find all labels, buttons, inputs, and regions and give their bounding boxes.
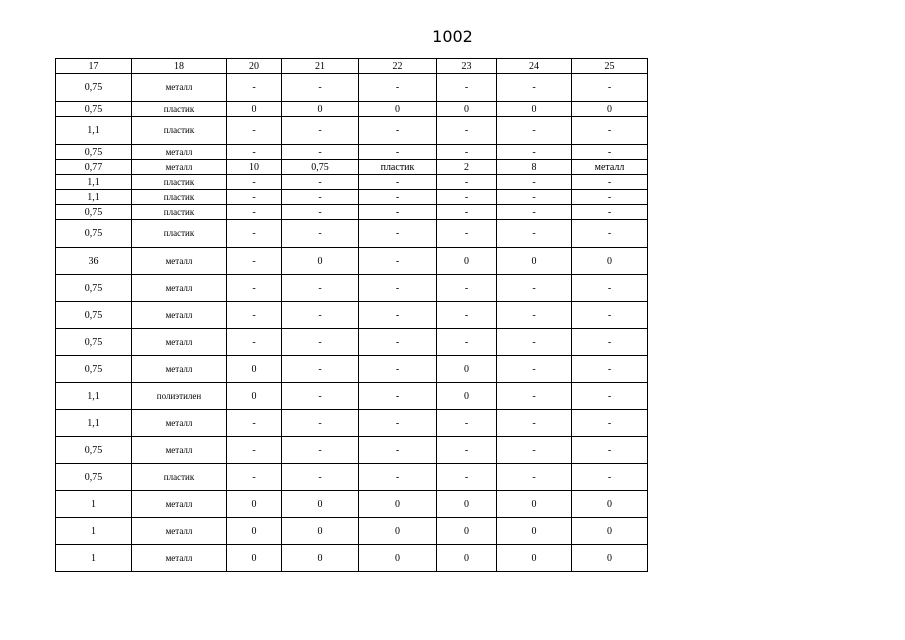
- table-cell: -: [497, 464, 572, 491]
- table-cell: 0: [359, 545, 437, 572]
- table-cell: -: [227, 410, 282, 437]
- table-cell: -: [227, 302, 282, 329]
- table-row: [56, 160, 648, 175]
- table-cell: -: [437, 275, 497, 302]
- table-cell: -: [437, 437, 497, 464]
- table-cell: -: [359, 383, 437, 410]
- table-cell: 0: [572, 545, 648, 572]
- table-cell: полиэтилен: [132, 383, 227, 410]
- table-cell: 0: [437, 383, 497, 410]
- table-cell: 0: [227, 102, 282, 117]
- table-cell: металл: [132, 329, 227, 356]
- table-cell: металл: [132, 74, 227, 102]
- table-cell: 0: [437, 102, 497, 117]
- header-cell: 22: [359, 59, 437, 74]
- table-cell: 0,77: [56, 160, 132, 175]
- page-number: 1002: [432, 27, 473, 46]
- table-cell: -: [437, 220, 497, 248]
- table-cell: 0,75: [56, 329, 132, 356]
- header-cell: 20: [227, 59, 282, 74]
- table-cell: -: [359, 175, 437, 190]
- table-cell: -: [359, 117, 437, 145]
- table-cell: пластик: [132, 220, 227, 248]
- table-cell: 0: [497, 518, 572, 545]
- table-cell: металл: [132, 545, 227, 572]
- table-row: [56, 491, 648, 518]
- table-cell: -: [227, 175, 282, 190]
- header-cell: 18: [132, 59, 227, 74]
- table-cell: -: [437, 205, 497, 220]
- table-cell: -: [572, 190, 648, 205]
- table-row: [56, 518, 648, 545]
- table-cell: 2: [437, 160, 497, 175]
- table-row: [56, 545, 648, 572]
- table-cell: -: [359, 220, 437, 248]
- table-cell: -: [572, 329, 648, 356]
- table-cell: 0: [437, 356, 497, 383]
- data-table: [55, 58, 648, 572]
- table-cell: 0: [227, 545, 282, 572]
- table-cell: 0: [572, 491, 648, 518]
- table-cell: 1: [56, 491, 132, 518]
- table-cell: 0: [572, 248, 648, 275]
- table-cell: 0: [359, 491, 437, 518]
- header-cell: 17: [56, 59, 132, 74]
- table-cell: -: [497, 175, 572, 190]
- table-cell: -: [572, 302, 648, 329]
- table-cell: 0: [572, 102, 648, 117]
- table-cell: -: [282, 74, 359, 102]
- table-cell: -: [282, 190, 359, 205]
- table-row: [56, 102, 648, 117]
- table-cell: 1,1: [56, 383, 132, 410]
- table-cell: -: [572, 383, 648, 410]
- table-cell: -: [282, 275, 359, 302]
- table-row: [56, 437, 648, 464]
- table-cell: пластик: [132, 464, 227, 491]
- table-cell: -: [437, 190, 497, 205]
- table-cell: -: [497, 383, 572, 410]
- table-cell: -: [497, 356, 572, 383]
- table-cell: -: [227, 145, 282, 160]
- table-row: [56, 356, 648, 383]
- table-cell: -: [227, 117, 282, 145]
- table-cell: 0: [497, 248, 572, 275]
- table-cell: -: [572, 356, 648, 383]
- table-cell: 1,1: [56, 117, 132, 145]
- table-cell: -: [282, 302, 359, 329]
- table-cell: металл: [132, 437, 227, 464]
- table-cell: -: [282, 220, 359, 248]
- table-cell: 1,1: [56, 410, 132, 437]
- table-cell: -: [359, 410, 437, 437]
- table-cell: -: [437, 464, 497, 491]
- table-cell: 0,75: [282, 160, 359, 175]
- table-cell: -: [227, 190, 282, 205]
- table-cell: металл: [132, 518, 227, 545]
- table-cell: 0: [437, 518, 497, 545]
- header-row: [56, 59, 648, 74]
- table-cell: металл: [572, 160, 648, 175]
- table-cell: -: [497, 329, 572, 356]
- table-cell: 0: [572, 518, 648, 545]
- header-cell: 21: [282, 59, 359, 74]
- table-cell: 0,75: [56, 220, 132, 248]
- table-cell: 0,75: [56, 145, 132, 160]
- table-cell: -: [497, 145, 572, 160]
- table-cell: 0: [227, 518, 282, 545]
- table-cell: пластик: [132, 117, 227, 145]
- table-row: [56, 302, 648, 329]
- table-cell: 1,1: [56, 175, 132, 190]
- table-cell: металл: [132, 145, 227, 160]
- table-cell: 0: [497, 545, 572, 572]
- header-cell: 24: [497, 59, 572, 74]
- table-cell: -: [497, 410, 572, 437]
- table-row: [56, 248, 648, 275]
- table-cell: 0: [497, 491, 572, 518]
- table-cell: -: [437, 410, 497, 437]
- table-cell: -: [497, 302, 572, 329]
- table-body: [56, 59, 648, 572]
- table-cell: 1: [56, 545, 132, 572]
- table-cell: -: [227, 329, 282, 356]
- table-cell: 0: [282, 518, 359, 545]
- table-cell: 0: [227, 383, 282, 410]
- table-cell: -: [497, 190, 572, 205]
- table-row: [56, 190, 648, 205]
- table-cell: 0: [282, 248, 359, 275]
- table-cell: -: [572, 145, 648, 160]
- table-cell: -: [437, 145, 497, 160]
- table-row: [56, 275, 648, 302]
- table-cell: -: [227, 275, 282, 302]
- table-cell: 0,75: [56, 275, 132, 302]
- table-cell: -: [497, 275, 572, 302]
- table-cell: 0,75: [56, 74, 132, 102]
- table-cell: -: [282, 410, 359, 437]
- table-cell: -: [359, 302, 437, 329]
- table-cell: -: [572, 117, 648, 145]
- table-cell: 0,75: [56, 205, 132, 220]
- table-cell: 0,75: [56, 102, 132, 117]
- table-cell: -: [359, 437, 437, 464]
- table-cell: -: [572, 410, 648, 437]
- table-cell: 0,75: [56, 302, 132, 329]
- table-cell: -: [227, 205, 282, 220]
- table-cell: -: [572, 220, 648, 248]
- table-cell: -: [282, 145, 359, 160]
- table-row: [56, 329, 648, 356]
- table-cell: -: [359, 205, 437, 220]
- table-cell: 0: [437, 491, 497, 518]
- table-cell: -: [282, 175, 359, 190]
- table-cell: -: [572, 275, 648, 302]
- table-cell: -: [227, 437, 282, 464]
- table-cell: 0: [497, 102, 572, 117]
- table-cell: -: [282, 356, 359, 383]
- table-cell: -: [359, 275, 437, 302]
- table-cell: 0: [437, 545, 497, 572]
- table-row: [56, 74, 648, 102]
- table-row: [56, 175, 648, 190]
- table-cell: 0: [227, 356, 282, 383]
- table-cell: -: [227, 248, 282, 275]
- table-cell: 0: [227, 491, 282, 518]
- table-cell: пластик: [132, 102, 227, 117]
- table-row: [56, 117, 648, 145]
- table-cell: 0,75: [56, 356, 132, 383]
- table-cell: металл: [132, 160, 227, 175]
- table-row: [56, 383, 648, 410]
- table-cell: 36: [56, 248, 132, 275]
- table-cell: -: [497, 220, 572, 248]
- table-cell: -: [359, 329, 437, 356]
- table-cell: 0: [282, 102, 359, 117]
- table-cell: 0,75: [56, 464, 132, 491]
- table-cell: металл: [132, 302, 227, 329]
- table-cell: -: [359, 74, 437, 102]
- table-cell: пластик: [359, 160, 437, 175]
- table-cell: -: [437, 329, 497, 356]
- table-cell: 0: [437, 248, 497, 275]
- table-cell: -: [282, 383, 359, 410]
- table-cell: -: [227, 464, 282, 491]
- table-cell: 1,1: [56, 190, 132, 205]
- table-cell: -: [572, 175, 648, 190]
- table-cell: -: [282, 437, 359, 464]
- table-row: [56, 205, 648, 220]
- table-cell: металл: [132, 491, 227, 518]
- table-cell: -: [227, 220, 282, 248]
- table-cell: пластик: [132, 175, 227, 190]
- table-cell: -: [282, 205, 359, 220]
- table-cell: металл: [132, 356, 227, 383]
- table-cell: пластик: [132, 190, 227, 205]
- table-cell: -: [497, 74, 572, 102]
- header-cell: 23: [437, 59, 497, 74]
- table-cell: металл: [132, 275, 227, 302]
- table-row: [56, 410, 648, 437]
- table-cell: -: [497, 437, 572, 464]
- table-cell: 0: [359, 102, 437, 117]
- table-cell: 0: [282, 491, 359, 518]
- table-cell: -: [437, 175, 497, 190]
- table-cell: -: [359, 464, 437, 491]
- table-cell: -: [282, 329, 359, 356]
- table-cell: -: [359, 248, 437, 275]
- table-row: [56, 464, 648, 491]
- table-cell: -: [227, 74, 282, 102]
- table-cell: -: [497, 117, 572, 145]
- table-cell: 1: [56, 518, 132, 545]
- table-cell: -: [497, 205, 572, 220]
- table-cell: 8: [497, 160, 572, 175]
- table-cell: 10: [227, 160, 282, 175]
- table-row: [56, 145, 648, 160]
- table-cell: -: [572, 74, 648, 102]
- header-cell: 25: [572, 59, 648, 74]
- table-cell: -: [572, 437, 648, 464]
- table-cell: -: [437, 302, 497, 329]
- table-cell: 0: [282, 545, 359, 572]
- table-cell: -: [359, 356, 437, 383]
- table-cell: -: [437, 117, 497, 145]
- table-cell: металл: [132, 248, 227, 275]
- table-cell: -: [359, 190, 437, 205]
- table-cell: металл: [132, 410, 227, 437]
- table-row: [56, 220, 648, 248]
- table-cell: -: [282, 464, 359, 491]
- table-cell: -: [282, 117, 359, 145]
- table-cell: -: [359, 145, 437, 160]
- table-cell: -: [437, 74, 497, 102]
- table-cell: -: [572, 205, 648, 220]
- table-cell: 0: [359, 518, 437, 545]
- table-cell: -: [572, 464, 648, 491]
- table-cell: пластик: [132, 205, 227, 220]
- table-cell: 0,75: [56, 437, 132, 464]
